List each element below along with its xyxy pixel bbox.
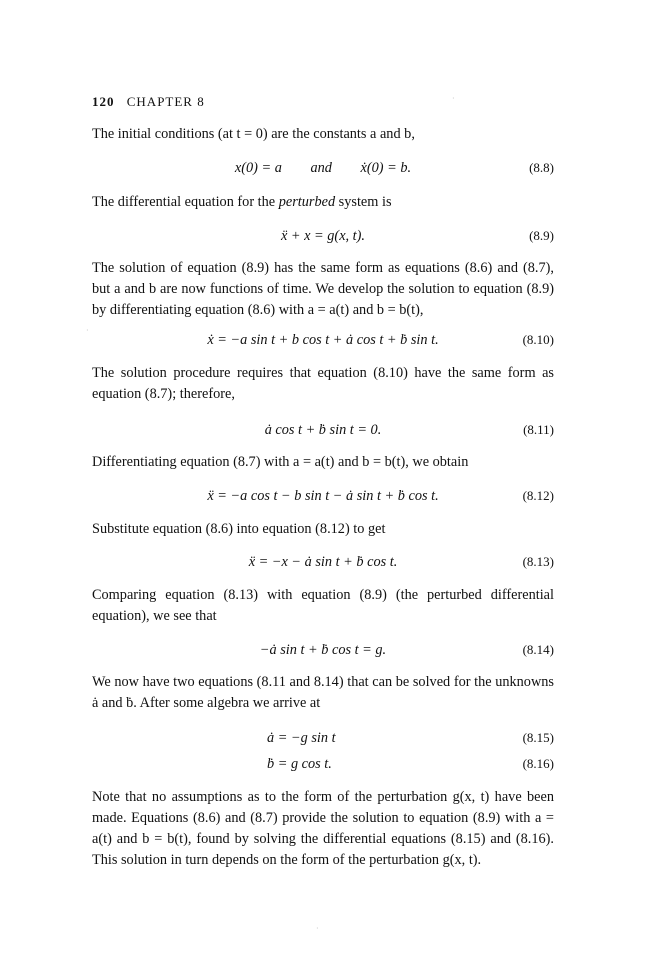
scan-speck: ·	[316, 924, 319, 933]
equation-8-9	[92, 226, 554, 246]
paragraph-perturbed-system-start: The differential equation for the	[92, 194, 279, 210]
paragraph-perturbed-system-end: system is	[335, 194, 392, 210]
page-number: 120	[92, 94, 115, 109]
paragraph-procedure: The solution procedure requires that equation (8.10) have the same form as equation (8.7); therefore,	[92, 365, 554, 402]
equation-8-8-number: (8.8)	[529, 160, 554, 175]
paragraph-solution-form: The solution of equation (8.9) has the same form as equations (8.6) and (8.7), but a and b are now functions of time. We develop the solution to equation (8.9) by differentiating equation (8.6) with a = a(t) and b = b(t),	[92, 260, 554, 318]
paragraph-comparing: Comparing equation (8.13) with equation (8.9) (the perturbed differential equation), we see that	[92, 587, 554, 624]
equation-8-13-number: (8.13)	[522, 554, 554, 569]
equation-8-9-number: (8.9)	[529, 228, 554, 243]
equation-8-11-body: ȧ cos t + ḃ sin t = 0.	[264, 422, 382, 438]
equation-8-12	[92, 486, 554, 506]
equation-8-11-number: (8.11)	[523, 422, 554, 437]
paragraph-initial-conditions: The initial conditions (at t = 0) are the constants a and b,	[92, 126, 415, 142]
equation-8-9-body: ẍ + x = g(x, t).	[281, 228, 365, 244]
equation-8-16	[92, 754, 554, 774]
equation-8-14-body: −ȧ sin t + ḃ cos t = g.	[259, 642, 387, 658]
paragraph-two-equations: We now have two equations (8.11 and 8.14) that can be solved for the unknowns ȧ and ḃ. After some algebra we arrive at	[92, 674, 554, 711]
equation-8-15	[92, 728, 554, 748]
equation-8-16-body: ḃ = g cos t.	[267, 756, 332, 772]
equation-8-15-body: ȧ = −g sin t	[267, 730, 336, 746]
equation-8-14-number: (8.14)	[522, 642, 554, 657]
equation-8-15-number: (8.15)	[522, 730, 554, 745]
paragraph-perturbed-system	[92, 192, 554, 213]
running-header	[92, 94, 205, 110]
paragraph-perturbed-system-emphasis: perturbed	[278, 194, 336, 210]
equation-8-13-body: ẍ = −x − ȧ sin t + ḃ cos t.	[248, 554, 398, 570]
chapter-title: CHAPTER 8	[126, 94, 205, 109]
scan-speck: ·	[86, 326, 89, 335]
equation-8-10	[92, 330, 554, 350]
equation-8-11	[92, 420, 554, 440]
equation-8-10-body: ẋ = −a sin t + b cos t + ȧ cos t + ḃ sin t.	[207, 332, 439, 348]
scan-speck: ·	[452, 94, 455, 103]
equation-8-16-number: (8.16)	[522, 756, 554, 771]
paragraph-note: Note that no assumptions as to the form of the perturbation g(x, t) have been made. Equations (8.6) and (8.7) provide the solution to equation (8.9) with a = a(t) and b = b(t), found by solving the differential equations (8.15) and (8.16). This solution in turn depends on the form of the perturbation g(x, t).	[92, 789, 554, 868]
equation-8-10-number: (8.10)	[522, 332, 554, 347]
equation-8-8-body: x(0) = a and ẋ(0) = b.	[234, 160, 412, 176]
equation-8-12-body: ẍ = −a cos t − b sin t − ȧ sin t + ḃ cos t.	[207, 488, 439, 504]
paragraph-differentiating: Differentiating equation (8.7) with a = a(t) and b = b(t), we obtain	[92, 454, 469, 470]
paragraph-substitute: Substitute equation (8.6) into equation (8.12) to get	[92, 521, 386, 537]
equation-8-13	[92, 552, 554, 572]
equation-8-14	[92, 640, 554, 660]
equation-8-8	[92, 158, 554, 178]
equation-8-12-number: (8.12)	[522, 488, 554, 503]
